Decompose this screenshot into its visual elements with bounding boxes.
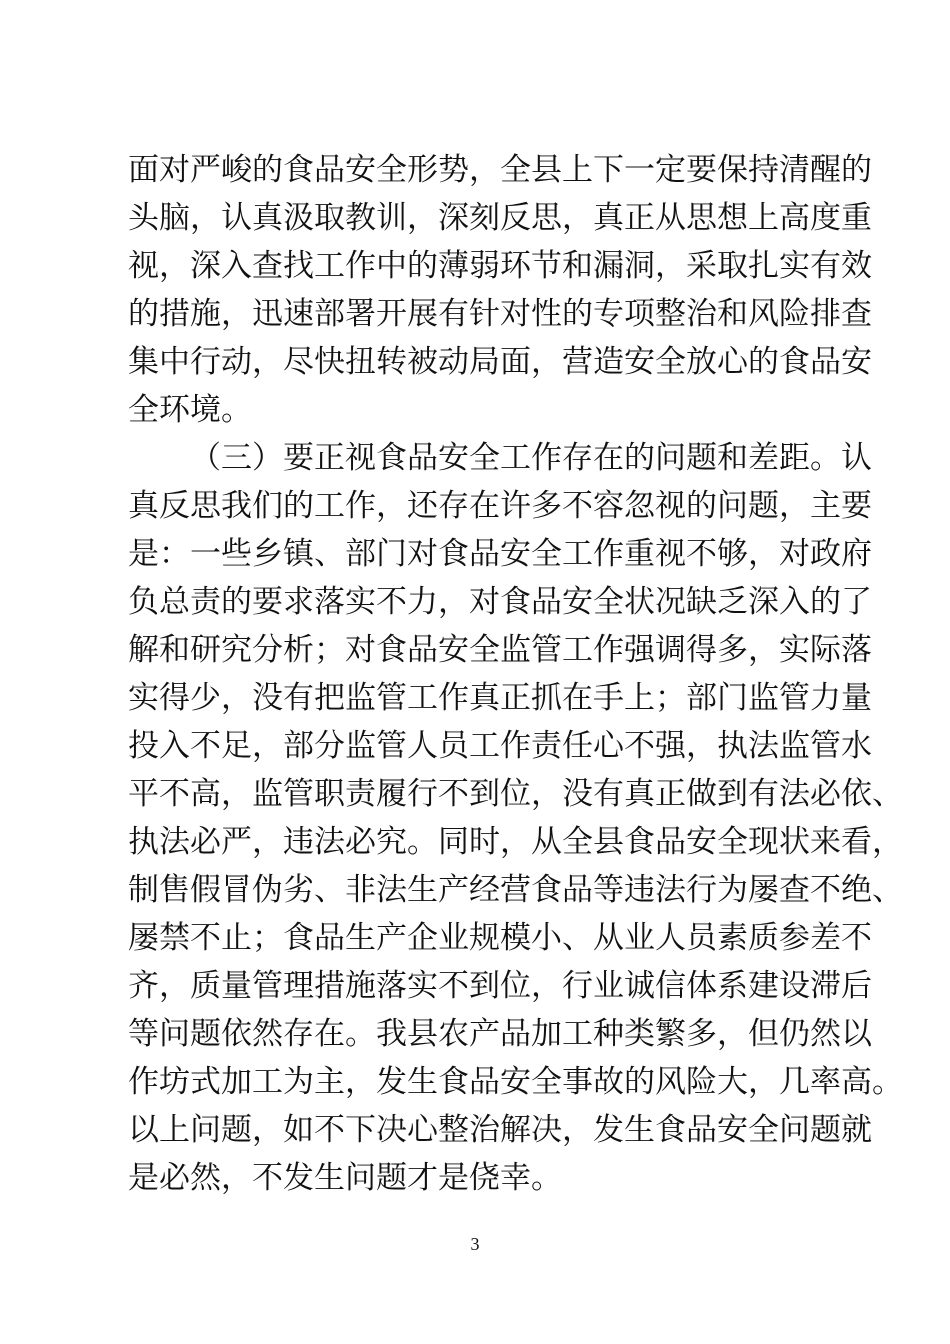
text-line: 真反思我们的工作，还存在许多不容忽视的问题，主要 [128, 488, 872, 524]
text-line: 是必然，不发生问题才是侥幸。 [128, 1160, 562, 1196]
page-number: 3 [470, 1234, 480, 1254]
text-line: 实得少，没有把监管工作真正抓在手上；部门监管力量 [128, 680, 872, 716]
text-line: 负总责的要求落实不力，对食品安全状况缺乏深入的了 [128, 584, 872, 620]
text-line: 制售假冒伪劣、非法生产经营食品等违法行为屡查不绝、 [128, 872, 903, 908]
text-line: 是：一些乡镇、部门对食品安全工作重视不够，对政府 [128, 536, 872, 572]
text-line: 头脑，认真汲取教训，深刻反思，真正从思想上高度重 [128, 200, 872, 236]
text-line: 解和研究分析；对食品安全监管工作强调得多，实际落 [128, 632, 872, 668]
text-line: 屡禁不止；食品生产企业规模小、从业人员素质参差不 [128, 920, 872, 956]
text-line: 视，深入查找工作中的薄弱环节和漏洞，采取扎实有效 [128, 248, 872, 284]
text-line: 等问题依然存在。我县农产品加工种类繁多，但仍然以 [128, 1016, 872, 1052]
text-line: 面对严峻的食品安全形势，全县上下一定要保持清醒的 [128, 152, 872, 188]
text-line: 集中行动，尽快扭转被动局面，营造安全放心的食品安 [128, 344, 872, 380]
text-line: 平不高，监管职责履行不到位，没有真正做到有法必依、 [128, 776, 903, 812]
text-line: 执法必严，违法必究。同时，从全县食品安全现状来看， [128, 824, 903, 860]
text-line: 齐，质量管理措施落实不到位，行业诚信体系建设滞后 [128, 968, 872, 1004]
section-heading-line: （三）要正视食品安全工作存在的问题和差距。认 [190, 440, 872, 476]
text-line: 全环境。 [128, 392, 252, 428]
text-line: 的措施，迅速部署开展有针对性的专项整治和风险排查 [128, 296, 872, 332]
text-line: 投入不足，部分监管人员工作责任心不强，执法监管水 [128, 728, 872, 764]
body-text [128, 146, 903, 1202]
text-line: 以上问题，如不下决心整治解决，发生食品安全问题就 [128, 1112, 872, 1148]
text-line: 作坊式加工为主，发生食品安全事故的风险大，几率高。 [128, 1064, 903, 1100]
